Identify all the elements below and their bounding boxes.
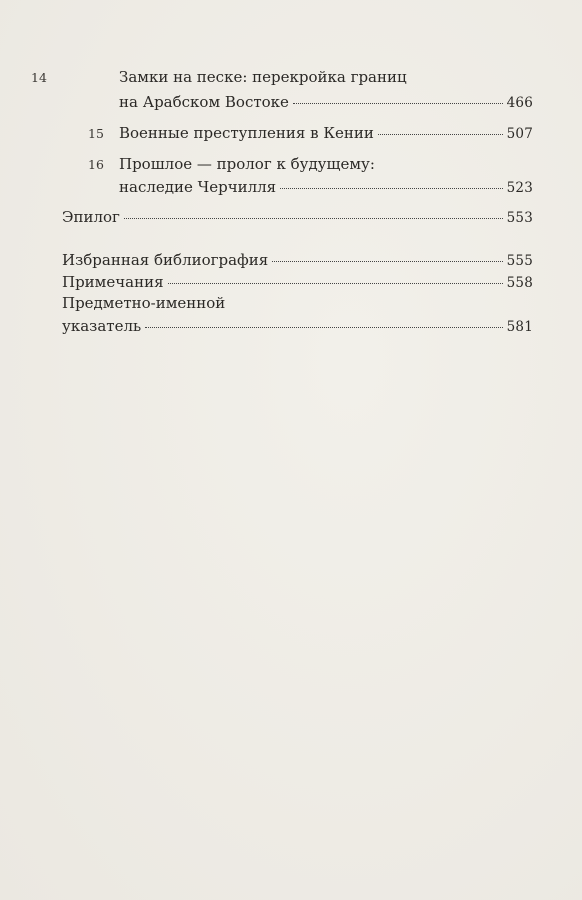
toc-entry-chapter-15[interactable]: [88, 122, 533, 145]
dot-leader: [293, 103, 503, 104]
toc-entry-chapter-16[interactable]: [88, 153, 533, 199]
notes-title: Примечания: [62, 273, 164, 291]
page-number: 507: [506, 126, 533, 142]
toc-entry-notes[interactable]: [62, 271, 533, 294]
epilogue-title: Эпилог: [62, 208, 120, 226]
chapter-title-line-2: наследие Черчилля: [119, 178, 277, 196]
toc-entry-bibliography[interactable]: [62, 249, 533, 272]
index-title-line-1: Предметно-именной: [62, 294, 226, 312]
chapter-title-line-1: Замки на песке: перекройка границ: [119, 68, 407, 86]
dot-leader: [124, 218, 503, 219]
toc-entry-epilogue[interactable]: [62, 206, 533, 229]
chapter-number: 14: [31, 70, 47, 85]
chapter-number: 15: [88, 126, 104, 141]
dot-leader: [378, 134, 503, 135]
page-number: 466: [506, 95, 533, 111]
page-number: 558: [506, 275, 533, 291]
index-title-line-2: указатель: [62, 317, 142, 335]
toc-entry-chapter-14[interactable]: [31, 66, 533, 114]
chapter-title-line-2: на Арабском Востоке: [119, 93, 289, 111]
chapter-title: Военные преступления в Кении: [119, 124, 374, 142]
chapter-number: 16: [88, 157, 104, 172]
chapter-title-line-1: Прошлое — пролог к будущему:: [119, 155, 375, 173]
dot-leader: [145, 327, 502, 328]
dot-leader: [272, 261, 502, 262]
page-number: 555: [506, 253, 533, 269]
toc-entry-index[interactable]: [62, 292, 533, 338]
dot-leader: [280, 188, 502, 189]
page-number: 523: [506, 180, 533, 196]
page-number: 553: [506, 210, 533, 226]
bibliography-title: Избранная библиография: [62, 251, 269, 269]
page-number: 581: [506, 319, 533, 335]
dot-leader: [168, 283, 503, 284]
